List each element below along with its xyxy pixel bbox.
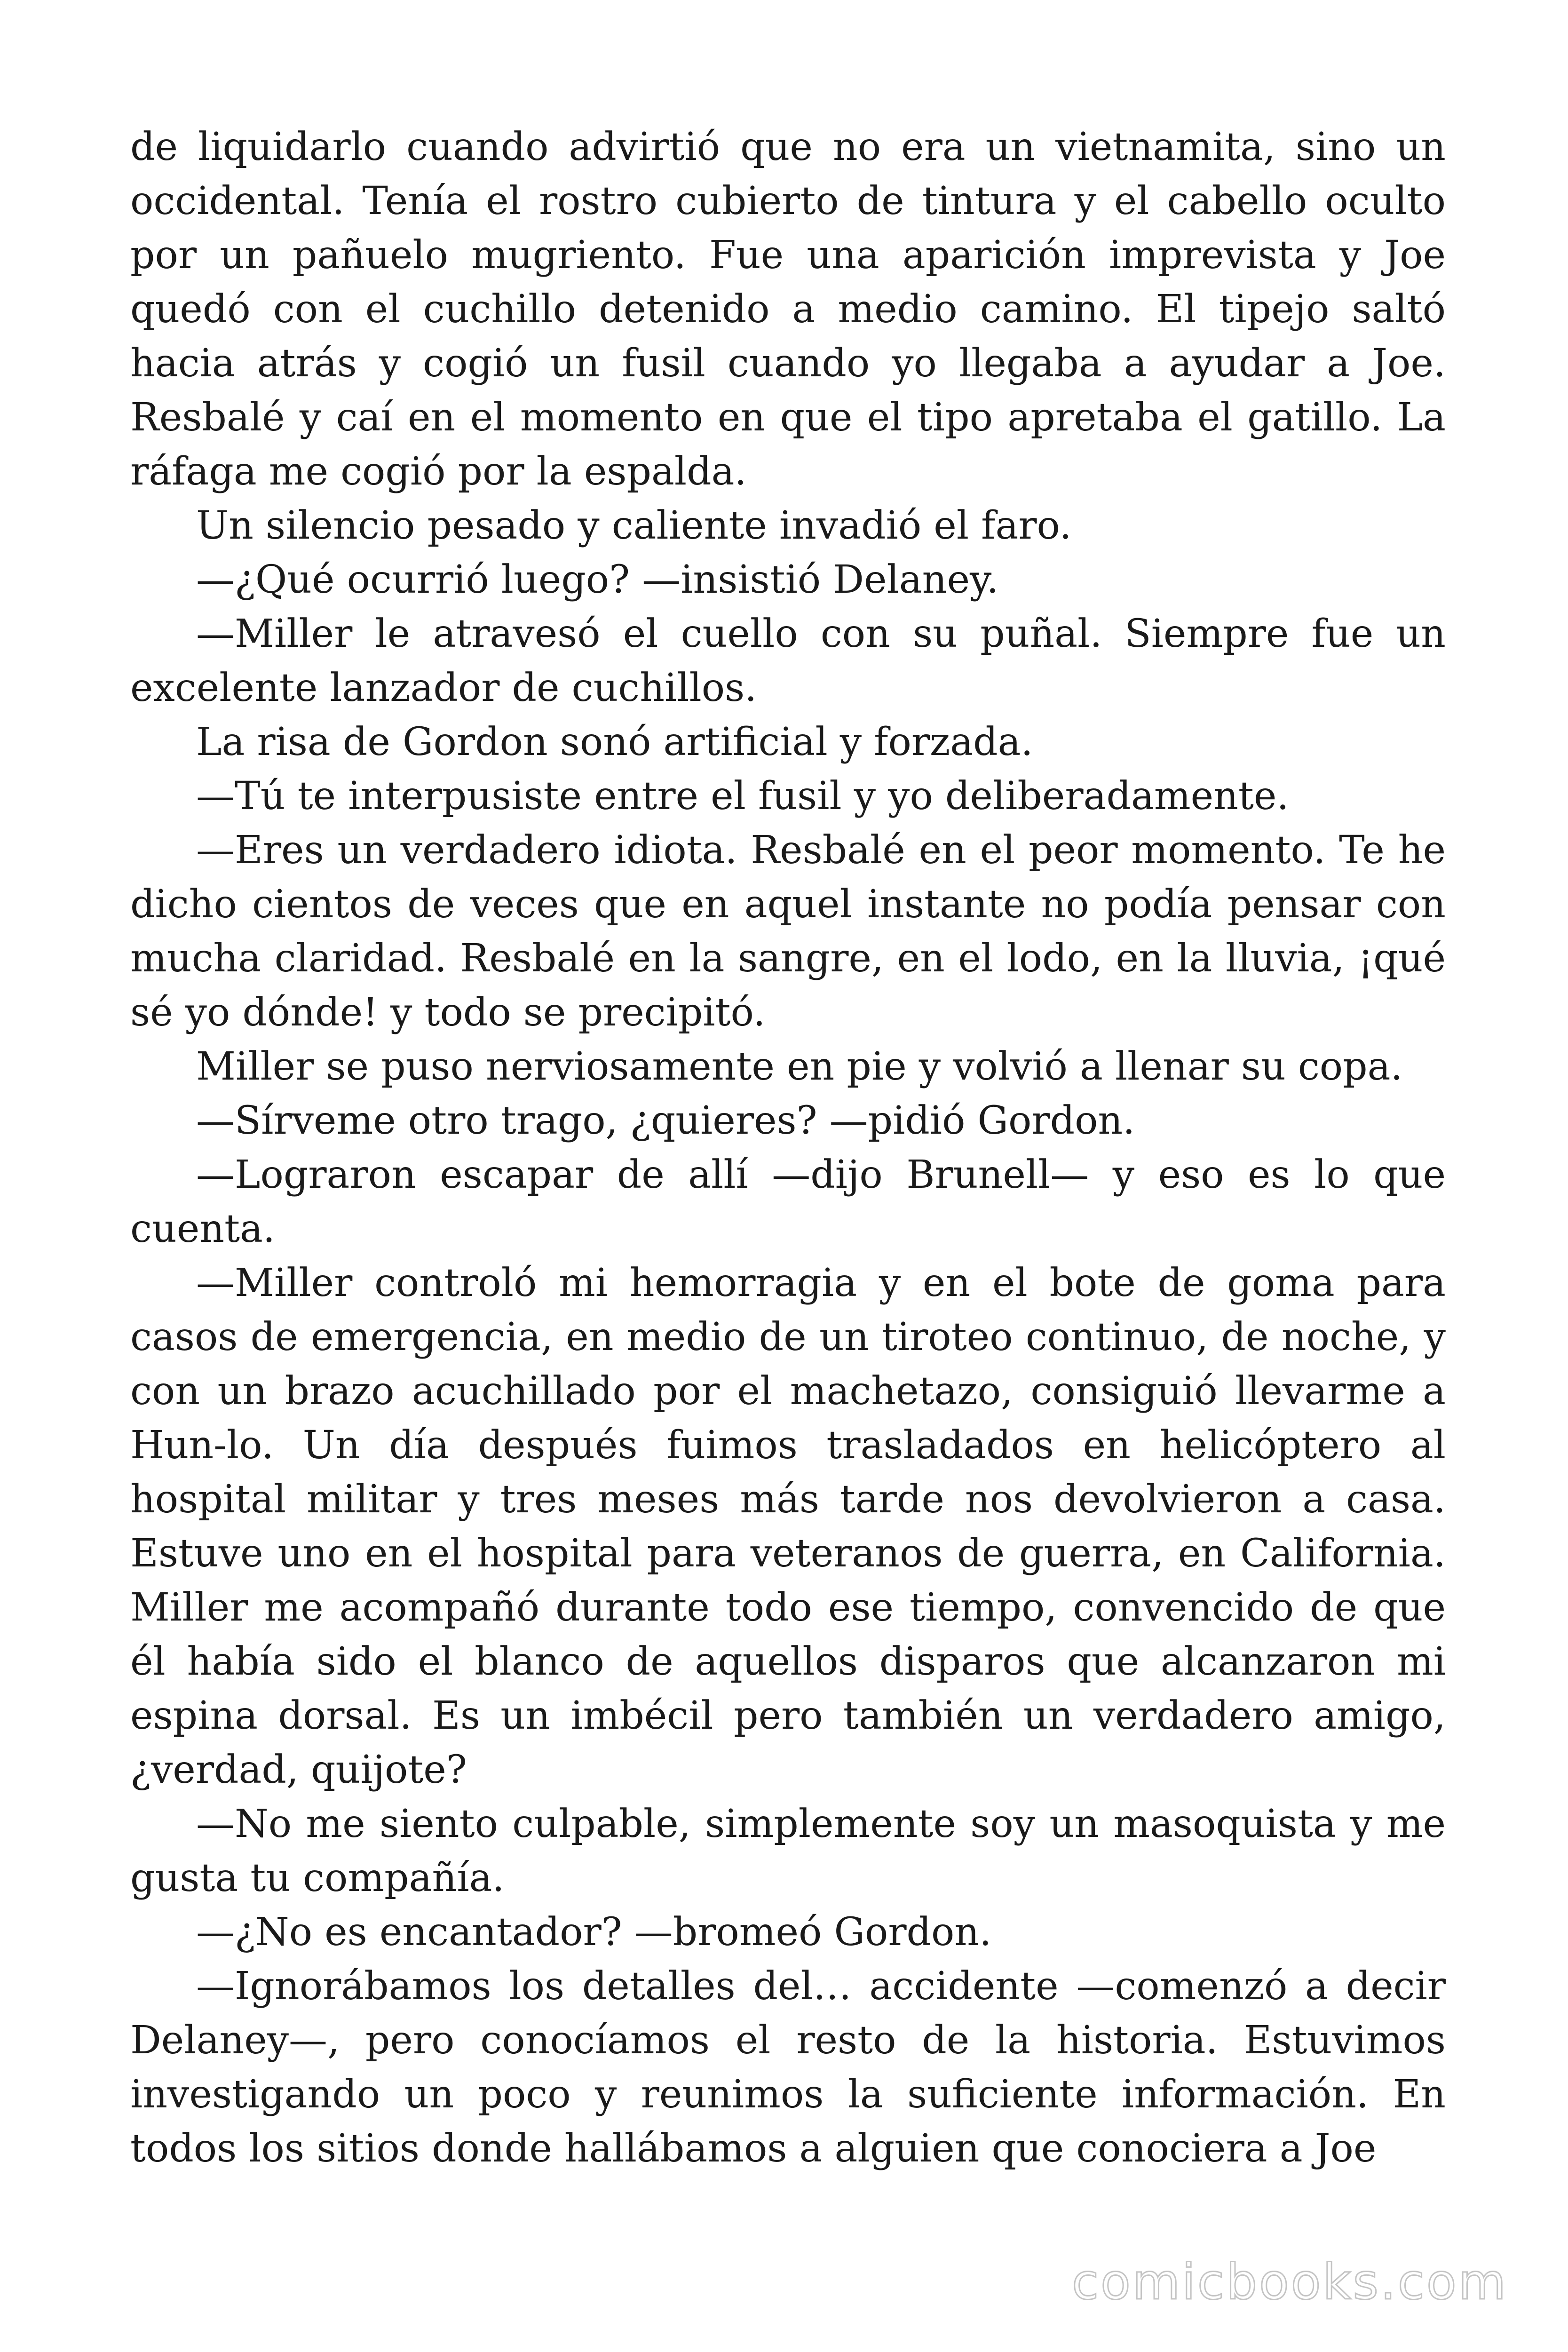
paragraph-12: —No me siento culpable, simplemente soy un masoquista y me gusta tu compañía. xyxy=(130,1802,1446,1900)
paragraph-3: —¿Qué ocurrió luego? —insistió Delaney. xyxy=(196,557,999,602)
paragraph-10: —Lograron escapar de allí —dijo Brunell— y eso es lo que cuenta. xyxy=(130,1152,1446,1251)
paragraph-2: Un silencio pesado y caliente invadió el faro. xyxy=(196,503,1072,548)
paragraph-1: de liquidarlo cuando advirtió que no era un vietnamita, sino un occidental. Tenía el rostro cubierto de tintura y el cabello oculto por un pañuelo mugriento. Fue una aparición imprevista y Joe quedó con el cuchillo detenido a medio camino. El tipejo saltó hacia atrás y cogió un fusil cuando yo llegaba a ayudar a Joe. Resbalé y caí en el momento en que el tipo apretaba el gatillo. La ráfaga me cogió por la espalda. xyxy=(130,125,1446,494)
paragraph-14: —Ignorábamos los detalles del… accidente —comenzó a decir Delaney—, pero conocíamos el resto de la historia. Estuvimos investigando un poco y reunimos la suficiente información. En todos los sitios donde hallábamos a alguien que conociera a Joe xyxy=(130,1964,1446,2171)
watermark: comicbooks.com xyxy=(1071,2253,1508,2311)
paragraph-7: —Eres un verdadero idiota. Resbalé en el peor momento. Te he dicho cientos de veces que en aquel instante no podía pensar con mucha claridad. Resbalé en la sangre, en el lodo, en la lluvia, ¡qué sé yo dónde! y todo se precipitó. xyxy=(130,828,1446,1035)
paragraph-8: Miller se puso nerviosamente en pie y volvió a llenar su copa. xyxy=(196,1044,1403,1089)
paragraph-4: —Miller le atravesó el cuello con su puñal. Siempre fue un excelente lanzador de cuchillos. xyxy=(130,612,1446,710)
paragraph-5: La risa de Gordon sonó artificial y forzada. xyxy=(196,720,1033,764)
paragraph-9: —Sírveme otro trago, ¿quieres? —pidió Gordon. xyxy=(196,1098,1135,1143)
paragraph-11: —Miller controló mi hemorragia y en el bote de goma para casos de emergencia, en medio de un tiroteo continuo, de noche, y con un brazo acuchillado por el machetazo, consiguió llevarme a Hun-lo. Un día después fuimos trasladados en helicóptero al hospital militar y tres meses más tarde nos devolvieron a casa. Estuve uno en el hospital para veteranos de guerra, en California. Miller me acompañó durante todo ese tiempo, convencido de que él había sido el blanco de aquellos disparos que alcanzaron mi espina dorsal. Es un imbécil pero también un verdadero amigo, ¿verdad, quijote? xyxy=(130,1261,1446,1792)
paragraph-13: —¿No es encantador? —bromeó Gordon. xyxy=(196,1910,992,1955)
paragraph-6: —Tú te interpusiste entre el fusil y yo deliberadamente. xyxy=(196,774,1289,818)
page-body xyxy=(130,120,1446,2176)
